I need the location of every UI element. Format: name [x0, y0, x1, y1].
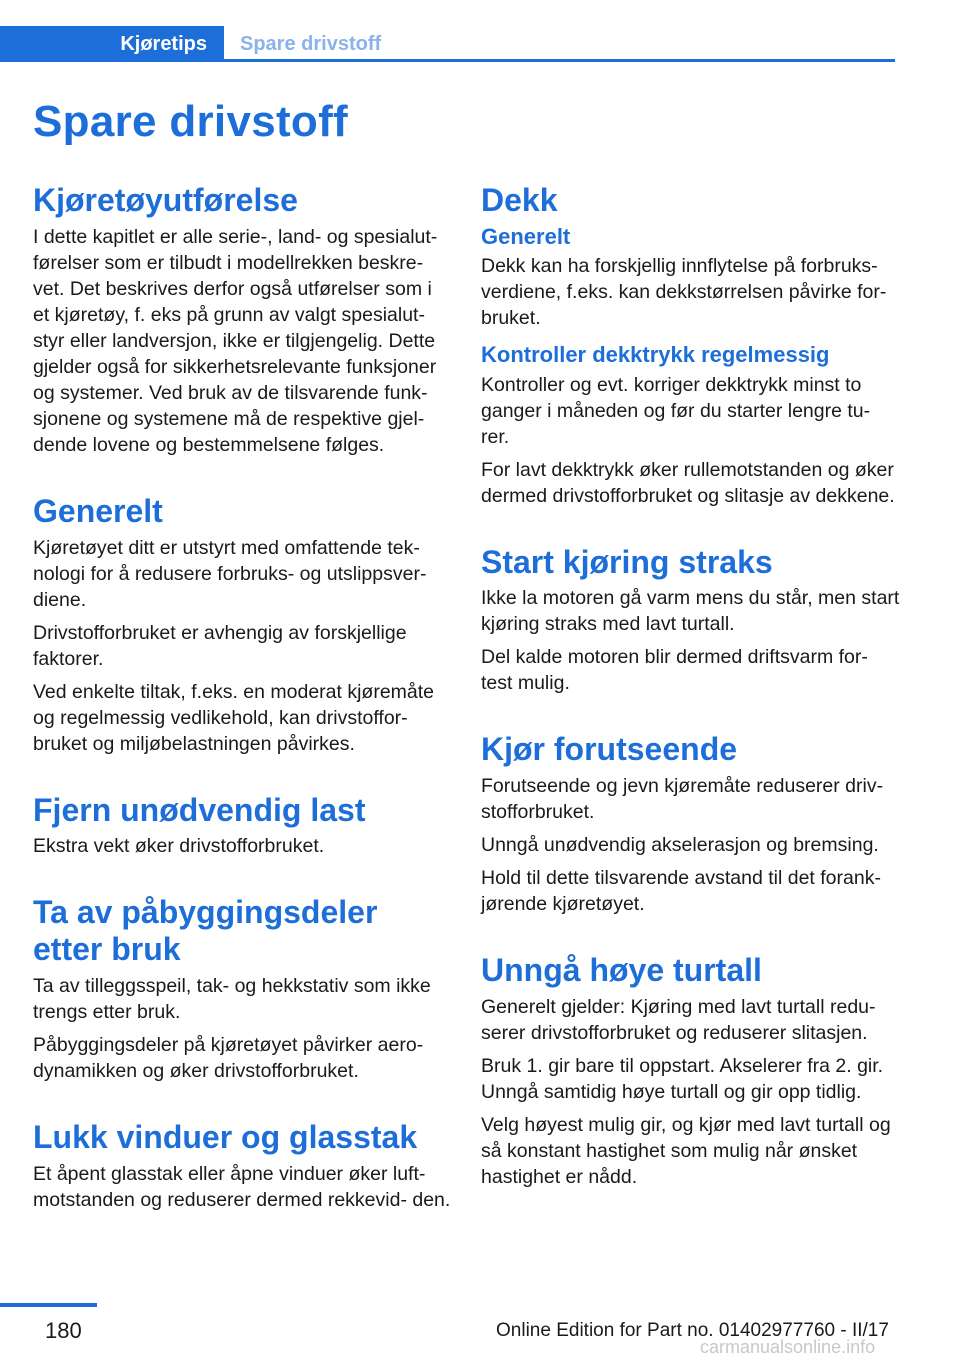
section-generelt — [33, 493, 451, 757]
paragraph: Kjøretøyet ditt er utstyrt med omfattende tek‐ nologi for å redusere forbruks- og utslippsver‐ diene. — [33, 536, 427, 611]
section-kjor-forutseende — [481, 731, 901, 917]
tab-underline — [224, 59, 895, 62]
paragraph: Ta av tilleggsspeil, tak- og hekkstativ som ikke trengs etter bruk. — [33, 974, 431, 1023]
section-heading: Ta av påbyggingsdeler etter bruk — [33, 894, 378, 968]
paragraph: Hold til dette tilsvarende avstand til det forank‐ jørende kjøretøyet. — [481, 867, 881, 916]
paragraph: Forutseende og jevn kjøremåte reduserer driv‐ stofforbruket. — [481, 775, 884, 824]
paragraph: Et åpent glasstak eller åpne vinduer øker luft‐ motstanden og reduserer dermed rekkevid‐ den. — [33, 1162, 451, 1211]
paragraph: I dette kapitlet er alle serie-, land- og spesialut‐ førelser som er tilbudt i modellrekken beskre‐ vet. Det beskrives derfor også utførelser som i et kjøretøy, f. eks på grunn av valgt spesialut‐ styr eller landversjon, ikke er tilgjengelig. Dette gjelder også for sikkerhetsrelevante funksjoner og systemer. Ved bruk av de tilsvarende funk‐ sjonene og systemene må de respektive gjel‐ dende lovene og bestemmelsene følges. — [33, 225, 438, 456]
section-kjoretoyutforelse — [33, 182, 451, 458]
paragraph: Bruk 1. gir bare til oppstart. Akselerer fra 2. gir. Unngå samtidig høye turtall og gir opp tidlig. — [481, 1054, 884, 1103]
section-ta-av-pabyggingsdeler — [33, 894, 451, 1084]
subsection-heading: Generelt — [481, 223, 571, 249]
section-heading: Generelt — [33, 492, 163, 529]
paragraph: Ikke la motoren gå varm mens du står, men start kjøring straks med lavt turtall. — [481, 587, 900, 636]
edition-note: Online Edition for Part no. 01402977760 - II/17 — [496, 1320, 889, 1341]
section-heading: Lukk vinduer og glasstak — [33, 1118, 418, 1155]
tab-spare-drivstoff[interactable] — [240, 26, 381, 62]
section-unnga-hoye-turtall — [481, 952, 901, 1190]
page-number: 180 — [45, 1318, 82, 1343]
footer-accent-bar — [0, 1303, 97, 1307]
watermark: carmanualsonline.info — [700, 1337, 876, 1357]
left-column — [33, 182, 451, 1220]
section-heading: Kjøretøyutførelse — [33, 182, 298, 218]
paragraph: For lavt dekktrykk øker rullemotstanden og øker dermed drivstofforbruket og slitasje av dekkene. — [481, 458, 895, 507]
section-fjern-unodvendig-last — [33, 792, 451, 860]
page-title: Spare drivstoff — [33, 97, 349, 146]
subsection-heading: Kontroller dekktrykk regelmessig — [481, 342, 830, 368]
paragraph: Generelt gjelder: Kjøring med lavt turtall redu‐ serer drivstofforbruket og reduserer slitasjen. — [481, 995, 876, 1044]
paragraph: Drivstofforbruket er avhengig av forskjellige faktorer. — [33, 621, 407, 670]
section-heading: Dekk — [481, 182, 558, 218]
section-heading: Start kjøring straks — [481, 543, 773, 580]
tab-kjoretips-label: Kjøretips — [120, 32, 207, 55]
paragraph: Unngå unødvendig akselerasjon og bremsing. — [481, 834, 879, 857]
subsection-generelt — [481, 224, 901, 331]
section-heading: Kjør forutseende — [481, 731, 738, 768]
section-start-kjoring-straks — [481, 544, 901, 697]
paragraph: Kontroller og evt. korriger dekktrykk minst to ganger i måneden og før du starter lengre tu‐ rer. — [481, 373, 871, 448]
section-heading: Unngå høye turtall — [481, 952, 762, 989]
header-tab-bar — [0, 26, 895, 62]
paragraph: Ved enkelte tiltak, f.eks. en moderat kjøremåte og regelmessig vedlikehold, kan drivstoffor‐ bruket og miljøbelastningen påvirkes. — [33, 680, 435, 755]
paragraph: Påbyggingsdeler på kjøretøyet påvirker aero‐ dynamikken og øker drivstofforbruket. — [33, 1033, 424, 1082]
section-heading: Fjern unødvendig last — [33, 791, 366, 828]
paragraph: Ekstra vekt øker drivstofforbruket. — [33, 835, 325, 858]
section-lukk-vinduer — [33, 1119, 451, 1213]
section-dekk — [481, 182, 901, 509]
right-column — [481, 182, 901, 1197]
tab-kjoretips[interactable] — [0, 26, 224, 62]
paragraph: Del kalde motoren blir dermed driftsvarm for‐ test mulig. — [481, 646, 868, 695]
subsection-kontroller-dekktrykk — [481, 342, 901, 508]
tab-spare-drivstoff-label: Spare drivstoff — [240, 32, 382, 55]
paragraph: Dekk kan ha forskjellig innflytelse på forbruks‐ verdiene, f.eks. kan dekkstørrelsen påvirke for‐ bruket. — [481, 255, 887, 330]
paragraph: Velg høyest mulig gir, og kjør med lavt turtall og så konstant hastighet som mulig når ønsket hastighet er nådd. — [481, 1113, 891, 1188]
